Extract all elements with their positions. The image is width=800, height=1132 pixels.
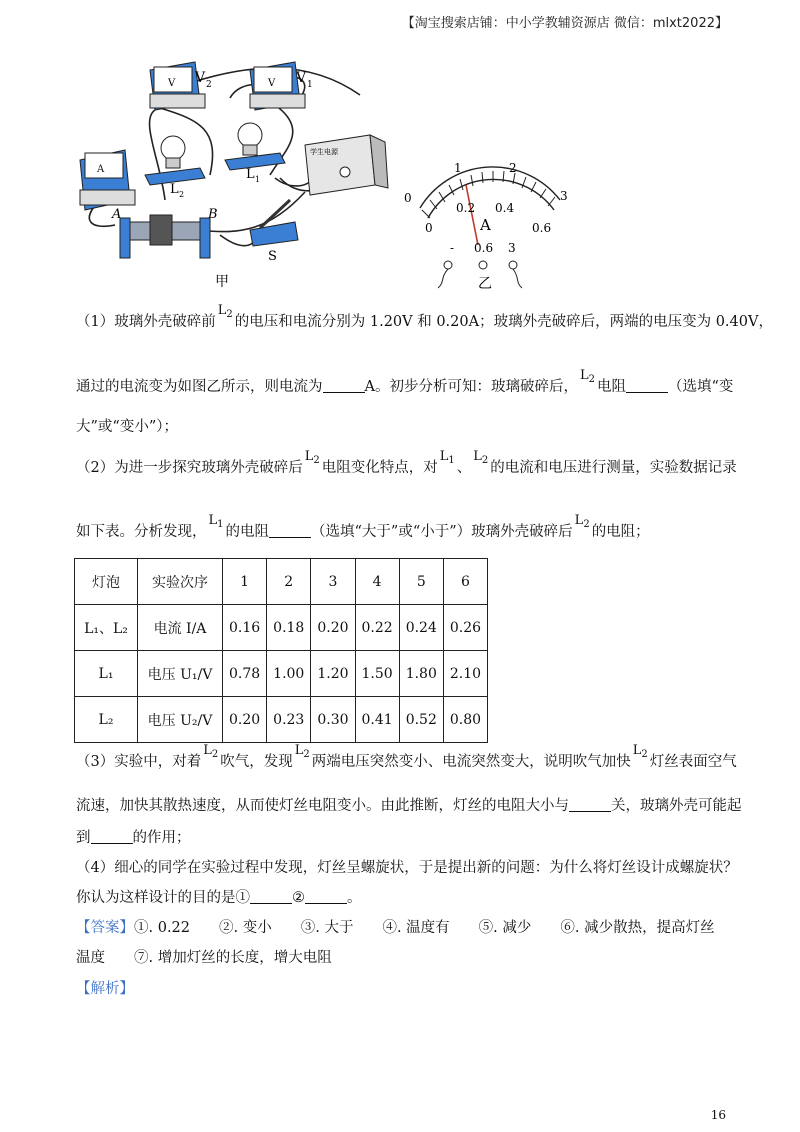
dial-bottom-tick-0: 0 — [425, 221, 433, 235]
q3-line2-b: 关，玻璃外壳可能起 — [611, 798, 742, 814]
point-b-label: B — [208, 207, 218, 222]
caption-jia: 甲 — [215, 274, 229, 290]
q4-line2-c: 。 — [347, 890, 362, 906]
dial-top-tick-1: 1 — [454, 161, 462, 175]
ammeter-label: A — [97, 164, 105, 175]
q4-line2 — [76, 891, 362, 906]
table-cell: 0.52 — [399, 697, 443, 743]
v1-label: V — [296, 70, 307, 86]
q1-line1-b: 的电压和电流分别为 1.20V 和 0.20A；玻璃外壳破碎后，两端的电压变为 0.40V， — [234, 314, 773, 330]
table-cell: 2.10 — [443, 651, 487, 697]
table-cell: 0.78 — [223, 651, 267, 697]
q2-line1 — [76, 449, 737, 478]
l1-symbol: $L_1$ — [208, 513, 224, 530]
q3-line2-a: 流速，加快其散热速度，从而使灯丝电阻变小。由此推断，灯丝的电阻大小与 — [76, 798, 569, 814]
table-cell: 0.23 — [267, 697, 311, 743]
dial-bottom-tick-3: 0.6 — [532, 221, 552, 235]
answer-blank-7[interactable] — [305, 891, 347, 904]
switch-device — [250, 200, 298, 246]
table-cell: 0.20 — [223, 697, 267, 743]
q2-line1-d: 的电流和电压进行测量，实验数据记录 — [490, 460, 737, 476]
l1-figure-label: L — [246, 167, 255, 182]
l2-symbol: $L_2$ — [473, 449, 489, 466]
table-cell: 0.30 — [311, 697, 355, 743]
switch-label: S — [268, 249, 277, 264]
l1-figure-label-sub: 1 — [255, 175, 261, 184]
v2-dial-letter: V — [168, 78, 176, 89]
table-cell-lamp: L₂ — [75, 697, 138, 743]
table-cell: 0.24 — [399, 605, 443, 651]
l2-symbol: $L_2$ — [203, 743, 219, 760]
table-cell-lamp: L₁、L₂ — [75, 605, 138, 651]
answer-blank-4[interactable] — [569, 799, 611, 812]
answer-blank-5[interactable] — [91, 831, 133, 844]
l2-symbol: $L_2$ — [217, 303, 233, 320]
table-header-cell: 6 — [443, 559, 487, 605]
table-header-cell: 4 — [355, 559, 399, 605]
dial-top-tick-2: 2 — [509, 161, 517, 175]
table-header-cell: 2 — [267, 559, 311, 605]
dial-bottom-tick-2: 0.4 — [495, 201, 515, 215]
bulb-l1 — [225, 123, 285, 170]
v1-dial-letter: V — [268, 78, 276, 89]
q3-line2 — [76, 799, 742, 814]
q4-line1: （4）细心的同学在实验过程中发现，灯丝呈螺旋状，于是提出新的问题：为什么将灯丝设计成螺旋状？ — [76, 860, 738, 876]
answer-line2: 温度 ⑦. 增加灯丝的长度，增大电阻 — [76, 950, 332, 966]
q1-line2 — [76, 368, 734, 397]
dial-top-tick-0: 0 — [404, 191, 412, 205]
caption-yi: 乙 — [478, 276, 492, 292]
l2-symbol: $L_2$ — [579, 368, 595, 385]
v2-label-sub: 2 — [206, 80, 212, 90]
table-row — [75, 651, 488, 697]
q4-line2-b: ② — [292, 890, 305, 906]
q1-line2-a: 通过的电流变为如图乙所示，则电流为 — [76, 379, 323, 395]
table-cell: 1.80 — [399, 651, 443, 697]
l2-symbol: $L_2$ — [632, 743, 648, 760]
l2-figure-label: L — [170, 182, 179, 197]
q2-line2 — [76, 513, 650, 542]
page-number: 16 — [710, 1108, 726, 1122]
power-supply-label: 学生电源 — [310, 148, 338, 156]
q3-line1-a: （3）实验中，对着 — [76, 754, 202, 770]
answer-blank-3[interactable] — [269, 525, 311, 538]
bulb-l2 — [145, 136, 205, 185]
l1-symbol: $L_1$ — [439, 449, 455, 466]
q1-line2-c: 电阻 — [597, 379, 626, 395]
answer-line1 — [76, 921, 715, 936]
l2-figure-label-sub: 2 — [179, 190, 185, 199]
table-header-cell: 灯泡 — [75, 559, 138, 605]
data-table — [74, 558, 488, 743]
table-cell: 0.41 — [355, 697, 399, 743]
terminal-minus: - — [450, 241, 455, 255]
q3-line3-b: 的作用； — [132, 830, 191, 846]
table-cell: 1.20 — [311, 651, 355, 697]
table-cell: 0.26 — [443, 605, 487, 651]
q1-line1-a: （1）玻璃外壳破碎前 — [76, 314, 216, 330]
q2-line1-a: （2）为进一步探究玻璃外壳破碎后 — [76, 460, 303, 476]
table-cell: 1.50 — [355, 651, 399, 697]
table-header-cell: 实验次序 — [138, 559, 223, 605]
q2-line1-c: 、 — [456, 460, 472, 476]
v2-label: V — [195, 70, 206, 86]
l2-symbol: $L_2$ — [294, 743, 310, 760]
point-a-label: A — [112, 207, 122, 222]
q2-line1-b: 电阻变化特点，对 — [321, 460, 438, 476]
terminal-0-6: 0.6 — [474, 241, 494, 255]
table-cell: 0.20 — [311, 605, 355, 651]
answer-blank-2[interactable] — [626, 380, 668, 393]
table-header-cell: 1 — [223, 559, 267, 605]
table-cell: 0.18 — [267, 605, 311, 651]
table-header-cell: 5 — [399, 559, 443, 605]
v1-label-sub: 1 — [307, 80, 313, 90]
table-cell: 0.80 — [443, 697, 487, 743]
circuit-figure — [70, 50, 590, 295]
table-cell: 0.16 — [223, 605, 267, 651]
answer-blank-6[interactable] — [250, 891, 292, 904]
analysis-label: 【解析】 — [76, 981, 134, 997]
table-cell-lamp: L₁ — [75, 651, 138, 697]
q2-line2-b: 的电阻 — [225, 524, 270, 540]
q4-line2-a: 你认为这样设计的目的是① — [76, 890, 250, 906]
table-header-row — [75, 559, 488, 605]
table-row — [75, 697, 488, 743]
l2-symbol: $L_2$ — [304, 449, 320, 466]
table-cell-quantity: 电流 I/A — [138, 605, 223, 651]
q1-line2-b: A。初步分析可知：玻璃破碎后， — [364, 379, 578, 395]
table-cell-quantity: 电压 U₁/V — [138, 651, 223, 697]
ammeter-device — [80, 150, 135, 210]
page-header: 【淘宝搜索店铺：中小学教辅资源店 微信：mlxt2022】 — [401, 16, 728, 31]
dial-unit: A — [480, 216, 491, 234]
power-supply — [305, 135, 388, 195]
rheostat — [120, 215, 210, 258]
dial-bottom-tick-1: 0.2 — [456, 201, 476, 215]
q2-line2-d: 的电阻； — [591, 524, 650, 540]
l2-symbol: $L_2$ — [574, 513, 590, 530]
q1-line3: 大”或“变小”）； — [76, 419, 178, 435]
q1-line2-d: （选填“变 — [668, 379, 734, 395]
answer-text-1: ①. 0.22 ②. 变小 ③. 大于 ④. 温度有 ⑤. 减少 ⑥. 减少散热，提高灯丝 — [134, 920, 715, 936]
terminal-3: 3 — [508, 241, 516, 255]
q3-line3 — [76, 831, 191, 846]
q3-line1-d: 灯丝表面空气 — [649, 754, 737, 770]
answer-blank-1[interactable] — [323, 380, 365, 393]
dial-top-tick-3: 3 — [560, 189, 568, 203]
q3-line1 — [76, 743, 737, 772]
table-row — [75, 605, 488, 651]
table-cell-quantity: 电压 U₂/V — [138, 697, 223, 743]
table-header-cell: 3 — [311, 559, 355, 605]
q3-line1-b: 吹气，发现 — [220, 754, 293, 770]
q3-line1-c: 两端电压突然变小、电流突然变大，说明吹气加快 — [311, 754, 631, 770]
q2-line2-c: （选填“大于”或“小于”）玻璃外壳破碎后 — [311, 524, 573, 540]
answer-key-label: 【答案】 — [76, 920, 134, 936]
table-cell: 0.22 — [355, 605, 399, 651]
q1-line1 — [76, 303, 773, 332]
table-cell: 1.00 — [267, 651, 311, 697]
q3-line3-a: 到 — [76, 830, 91, 846]
q2-line2-a: 如下表。分析发现， — [76, 524, 207, 540]
